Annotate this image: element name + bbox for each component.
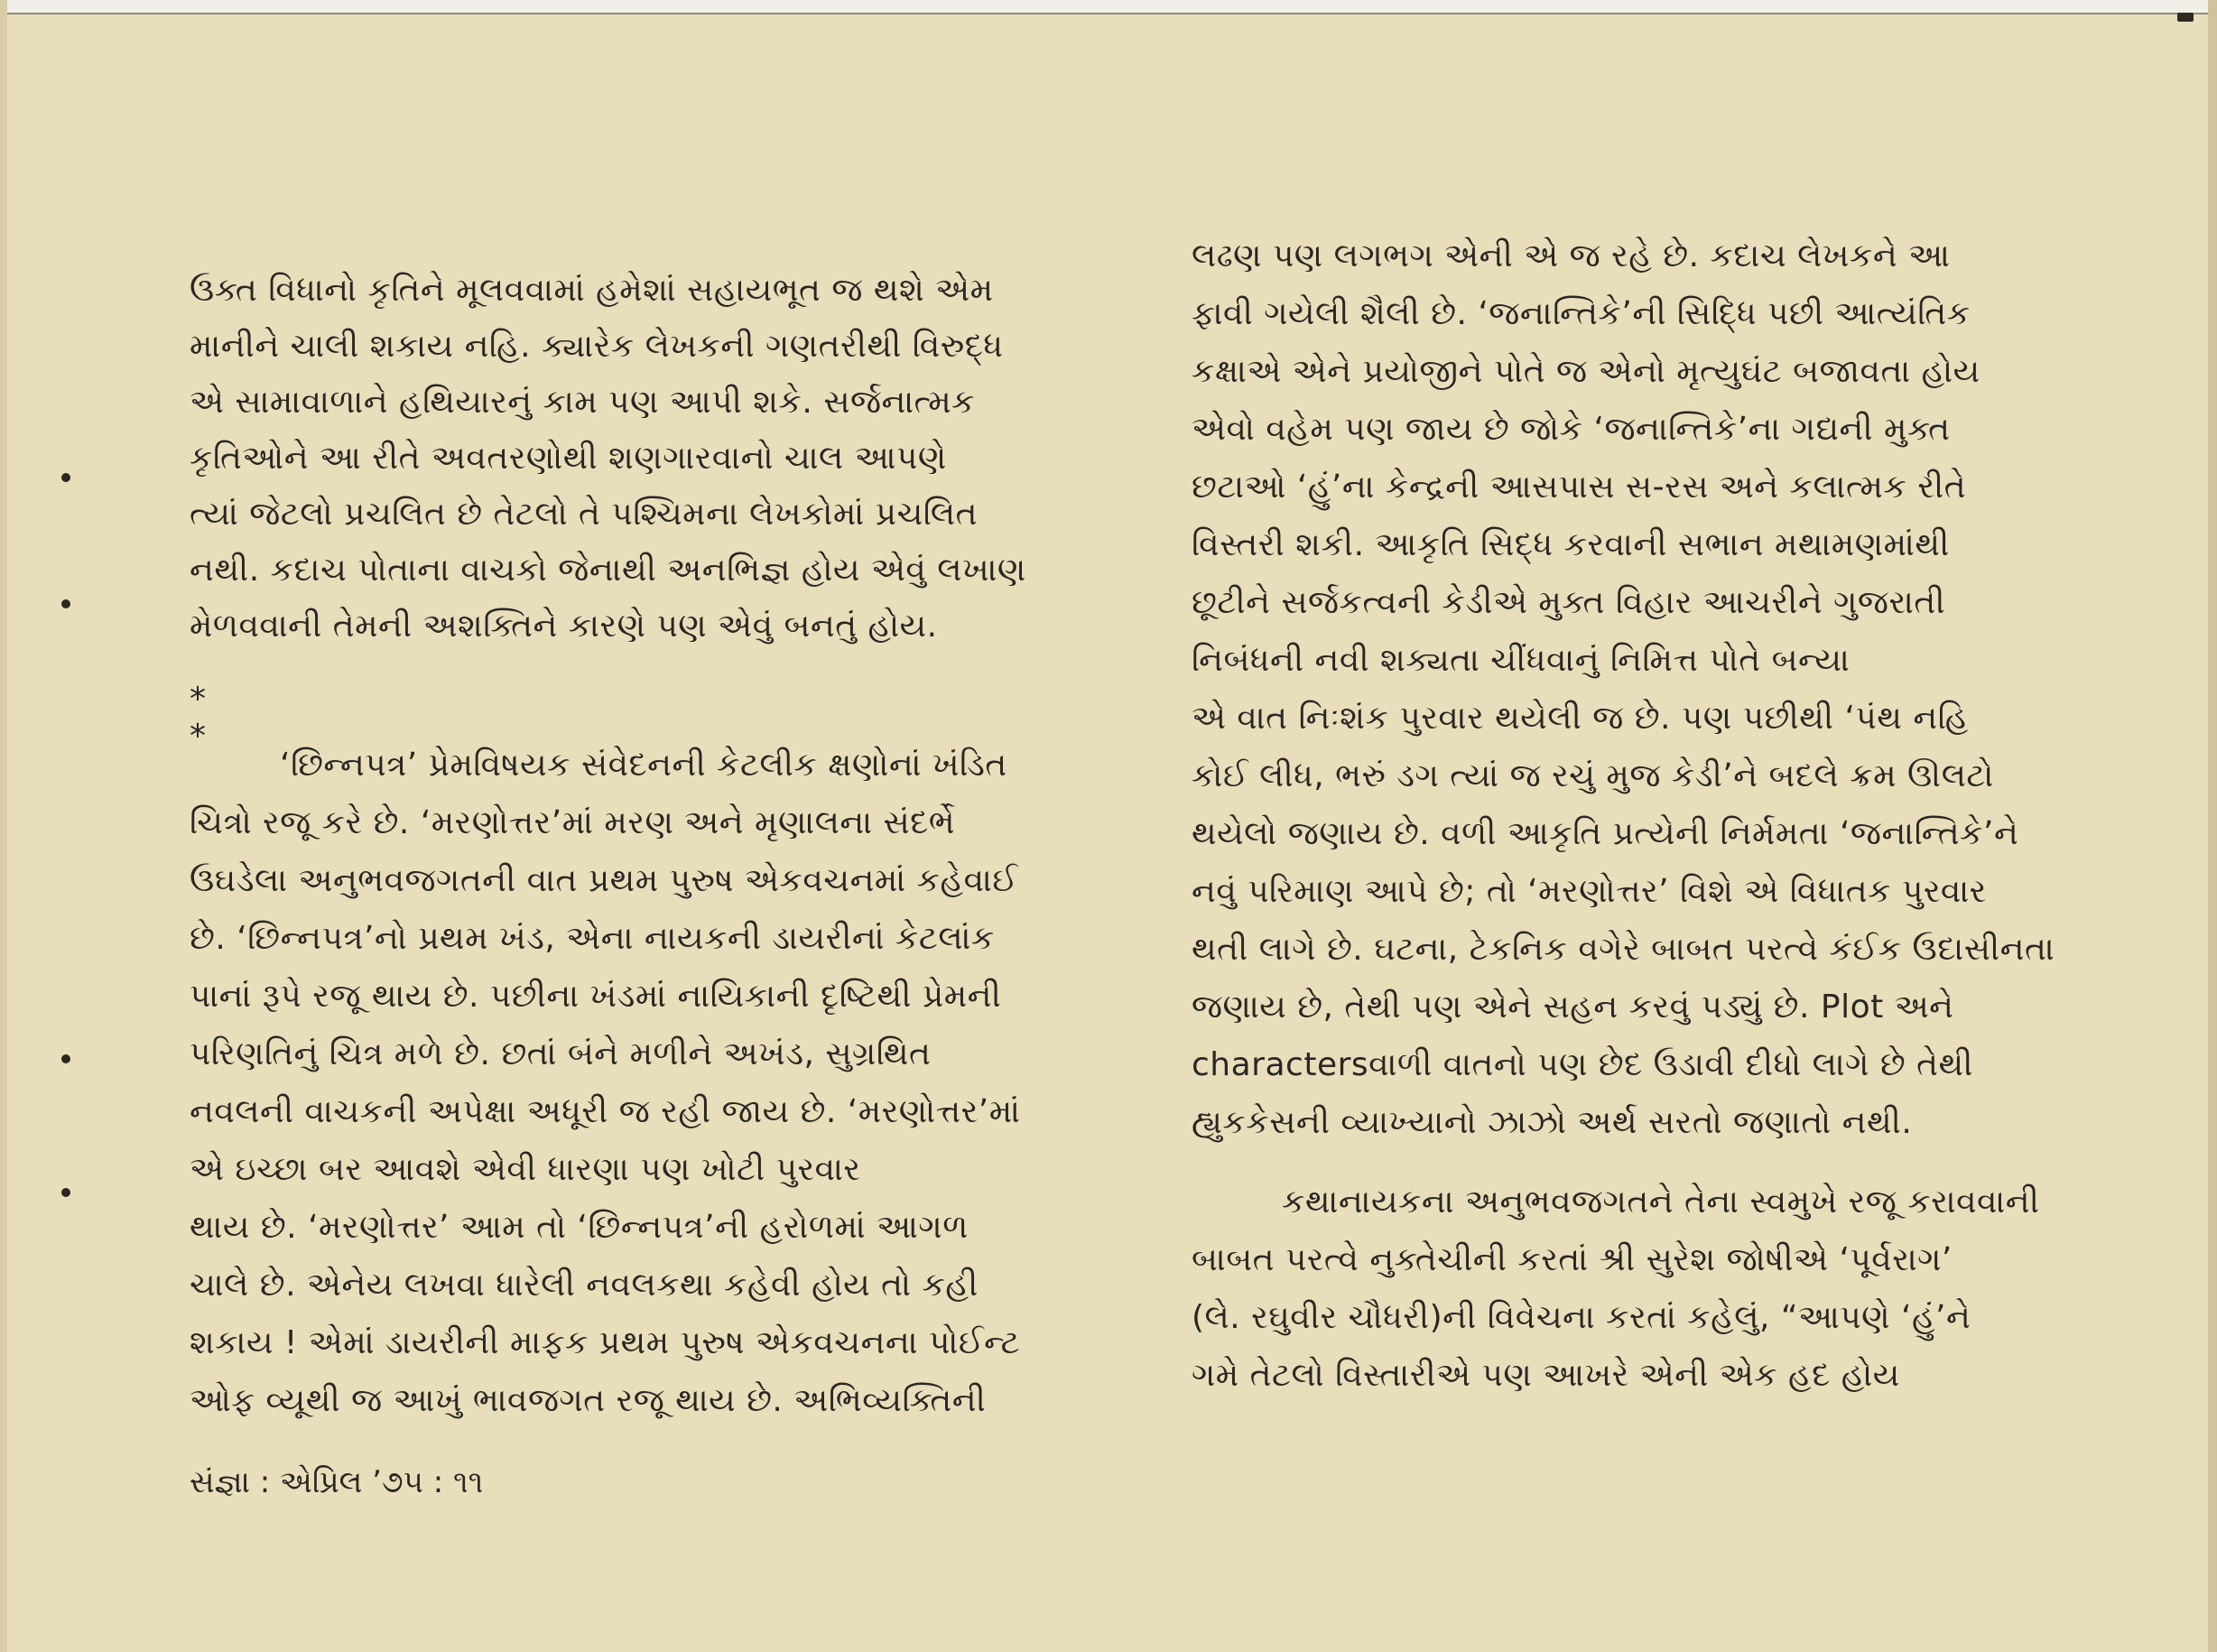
text-line: ‘છિન્નપત્ર’ પ્રેમવિષયક સંવેદનની કેટલીક ક્ષણોનાં ખંડિત (280, 747, 1007, 784)
text-line: ગમે તેટલો વિસ્તારીએ પણ આખરે એની એક હદ હોય (1192, 1357, 1900, 1394)
text-line: (લે. રઘુવીર ચૌધરી)ની વિવેચના કરતાં કહેલું, “આપણે ‘હું’ને (1192, 1299, 1971, 1336)
binding-hole-mark (61, 1188, 70, 1197)
text-line: ચાલે છે. એનેય લખવા ધારેલી નવલકથા કહેવી હોય તો કહી (190, 1267, 979, 1304)
binding-hole-mark (61, 1054, 70, 1063)
text-line: કૃતિઓને આ રીતે અવતરણોથી શણગારવાનો ચાલ આપણે (190, 440, 947, 477)
text-line: એવો વહેમ પણ જાય છે જોકે ‘જનાન્તિકે’ના ગદ્યની મુક્ત (1192, 411, 1951, 448)
text-line: ઓફ વ્યૂથી જ આખું ભાવજગત રજૂ થાય છે. અભિવ્યક્તિની (190, 1382, 987, 1419)
scan-corner-mark (2177, 13, 2194, 22)
binding-hole-mark (61, 599, 70, 608)
text-line: નવલની વાચકની અપેક્ષા અધૂરી જ રહી જાય છે. ‘મરણોત્તર’માં (190, 1093, 1021, 1130)
text-line: ઉક્ત વિધાનો કૃતિને મૂલવવામાં હમેશાં સહાયભૂત જ થશે એમ (190, 272, 994, 309)
text-line: એ સામાવાળાને હથિયારનું કામ પણ આપી શકે. સર્જનાત્મક (190, 384, 976, 421)
text-line: છે. ‘છિન્નપત્ર’નો પ્રથમ ખંડ, એના નાયકની ડાયરીનાં કેટલાંક (190, 920, 995, 957)
text-line: ત્યાં જેટલો પ્રચલિત છે તેટલો તે પશ્ચિમના લેખકોમાં પ્રચલિત (190, 496, 978, 533)
text-line: charactersવાળી વાતનો પણ છેદ ઉડાવી દીધો લાગે છે તેથી (1192, 1046, 1973, 1083)
text-line: પરિણતિનું ચિત્ર મળે છે. છતાં બંને મળીને અખંડ, સુગ્રથિત (190, 1035, 932, 1072)
text-line: કોઈ લીધ, ભરું ડગ ત્યાં જ રચું મુજ કેડી’ને બદલે ક્રમ ઊલટો (1192, 757, 1994, 794)
text-line: નવું પરિમાણ આપે છે; તો ‘મરણોત્તર’ વિશે એ વિધાતક પુરવાર (1192, 873, 1987, 910)
text-line: કથાનાયકના અનુભવજગતને તેના સ્વમુખે રજૂ કરાવવાની (1282, 1183, 2040, 1220)
text-line: એ વાત નિઃશંક પુરવાર થયેલી જ છે. પણ પછીથી ‘પંથ નહિ (1192, 700, 1969, 737)
text-line: લઢણ પણ લગભગ એની એ જ રહે છે. કદાચ લેખકને આ (1192, 237, 1951, 274)
text-line: થાય છે. ‘મરણોત્તર’ આમ તો ‘છિન્નપત્ર’ની હરોળમાં આગળ (190, 1209, 969, 1246)
text-line: ઉઘડેલા અનુભવજગતની વાત પ્રથમ પુરુષ એકવચનમાં કહેવાઈ (190, 862, 1018, 899)
text-line: ફાવી ગયેલી શૈલી છે. ‘જનાન્તિકે’ની સિદ્ધિ પછી આત્યંતિક (1192, 295, 1971, 332)
text-line: હ્યુકકેસની વ્યાખ્યાનો ઝાઝો અર્થ સરતો જણાતો નથી. (1192, 1104, 1913, 1141)
text-line: થતી લાગે છે. ઘટના, ટેકનિક વગેરે બાબત પરત્વે કંઈક ઉદાસીનતા (1192, 931, 2055, 968)
text-line: વિસ્તરી શકી. આકૃતિ સિદ્ધ કરવાની સભાન મથામણમાંથી (1192, 526, 1950, 563)
page-right-edge (2208, 0, 2217, 1652)
text-line: જણાય છે, તેથી પણ એને સહન કરવું પડ્યું છે. Plot અને (1192, 988, 1954, 1026)
text-line: મેળવવાની તેમની અશક્તિને કારણે પણ એવું બનતું હોય. (190, 608, 938, 645)
section-separator: * * (190, 681, 218, 755)
text-line: પાનાં રૂપે રજૂ થાય છે. પછીના ખંડમાં નાયિકાની દૃષ્ટિથી પ્રેમની (190, 978, 1002, 1015)
text-line: નિબંધની નવી શક્યતા ચીંધવાનું નિમિત્ત પોતે બન્યા (1192, 642, 1851, 679)
text-line: કક્ષાએ એને પ્રયોજીને પોતે જ એનો મૃત્યુઘંટ બજાવતા હોય (1192, 353, 1980, 390)
page-left-edge (0, 0, 7, 1652)
text-line: છૂટીને સર્જકત્વની કેડીએ મુક્ત વિહાર આચરીને ગુજરાતી (1192, 584, 1946, 621)
text-line: બાબત પરત્વે નુક્તેચીની કરતાં શ્રી સુરેશ જોષીએ ‘પૂર્વરાગ’ (1192, 1241, 1953, 1278)
binding-hole-mark (61, 473, 70, 482)
text-line: થયેલો જણાય છે. વળી આકૃતિ પ્રત્યેની નિર્મમતા ‘જનાન્તિકે’ને (1192, 815, 2019, 852)
scan-top-edge (0, 0, 2217, 14)
text-line: શકાય ! એમાં ડાયરીની માફક પ્રથમ પુરુષ એકવચનના પોઈન્ટ (190, 1324, 1021, 1361)
text-line: માનીને ચાલી શકાય નહિ. ક્યારેક લેખકની ગણતરીથી વિરુદ્ધ (190, 328, 1004, 365)
text-line: છટાઓ ‘હું’ના કેન્દ્રની આસપાસ સ-રસ અને કલાત્મક રીતે (1192, 469, 1967, 506)
text-line: એ ઇચ્છા બર આવશે એવી ધારણા પણ ખોટી પુરવાર (190, 1151, 861, 1188)
page-footer: સંજ્ઞા : એપ્રિલ ’૭૫ : ૧૧ (190, 1464, 484, 1500)
text-line: ચિત્રો રજૂ કરે છે. ‘મરણોત્તર’માં મરણ અને મૃણાલના સંદર્ભે (190, 804, 956, 841)
text-line: નથી. કદાચ પોતાના વાચકો જેનાથી અનભિજ્ઞ હોય એવું લખાણ (190, 552, 1026, 589)
